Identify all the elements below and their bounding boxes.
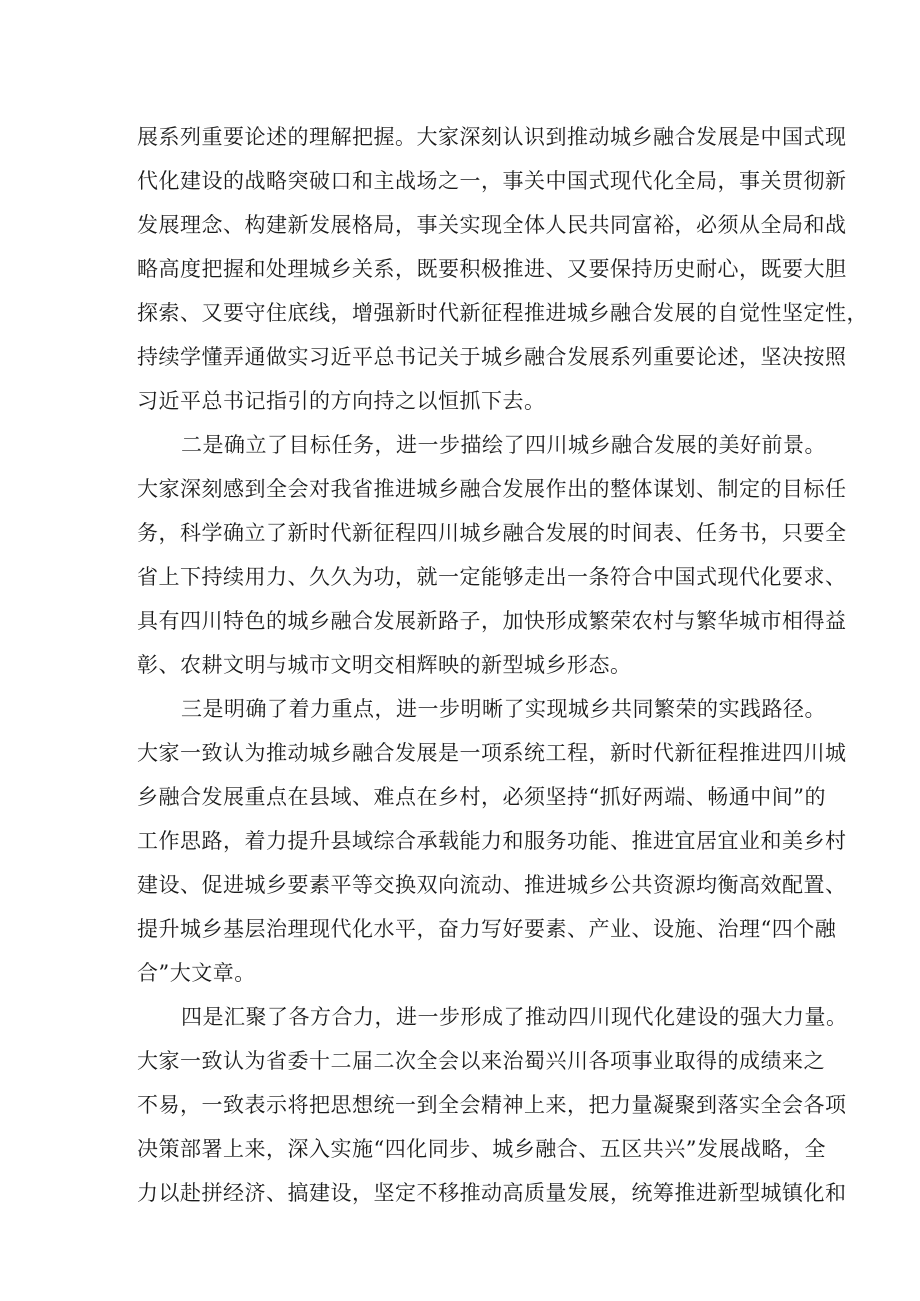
text-line: 具有四川特色的城乡融合发展新路子，加快形成繁荣农村与繁华城市相得益 (137, 609, 847, 633)
paragraph (137, 115, 868, 423)
text-line: 合”大文章。 (137, 961, 256, 985)
text-line: 大家一致认为省委十二届二次全会以来治蜀兴川各项事业取得的成绩来之 (137, 1049, 825, 1073)
text-line: 大家一致认为推动城乡融合发展是一项系统工程，新时代新征程推进四川城 (137, 741, 847, 765)
text-line: 四是汇聚了各方合力，进一步形成了推动四川现代化建设的强大力量。 (181, 1005, 848, 1029)
text-line: 建设、促进城乡要素平等交换双向流动、推进城乡公共资源均衡高效配置、 (137, 873, 847, 897)
paragraph (137, 423, 847, 687)
text-line: 彰、农耕文明与城市文明交相辉映的新型城乡形态。 (137, 653, 632, 677)
text-line: 力以赴拼经济、搞建设，坚定不移推动高质量发展，统筹推进新型城镇化和 (137, 1181, 847, 1205)
text-line: 不易，一致表示将把思想统一到全会精神上来，把力量凝聚到落实全会各项 (137, 1093, 847, 1117)
document-body (137, 115, 868, 1215)
text-line: 略高度把握和处理城乡关系，既要积极推进、又要保持历史耐心，既要大胆 (137, 257, 847, 281)
text-line: 持续学懂弄通做实习近平总书记关于城乡融合发展系列重要论述，坚决按照 (137, 345, 847, 369)
text-line: 提升城乡基层治理现代化水平，奋力写好要素、产业、设施、治理“四个融 (137, 917, 837, 941)
text-line: 展系列重要论述的理解把握。大家深刻认识到推动城乡融合发展是中国式现 (137, 125, 847, 149)
text-line: 省上下持续用力、久久为功，就一定能够走出一条符合中国式现代化要求、 (137, 565, 847, 589)
text-line: 决策部署上来，深入实施“四化同步、城乡融合、五区共兴”发展战略，全 (137, 1137, 826, 1161)
text-line: 代化建设的战略突破口和主战场之一，事关中国式现代化全局，事关贯彻新 (137, 169, 847, 193)
text-line: 务，科学确立了新时代新征程四川城乡融合发展的时间表、任务书，只要全 (137, 521, 847, 545)
text-line: 工作思路，着力提升县域综合承载能力和服务功能、推进宜居宜业和美乡村 (137, 829, 847, 853)
text-line: 发展理念、构建新发展格局，事关实现全体人民共同富裕，必须从全局和战 (137, 213, 847, 237)
text-line: 习近平总书记指引的方向持之以恒抓下去。 (137, 389, 546, 413)
text-line: 探索、又要守住底线，增强新时代新征程推进城乡融合发展的自觉性坚定性， (137, 301, 868, 325)
paragraph (137, 687, 847, 995)
text-line: 三是明确了着力重点，进一步明晰了实现城乡共同繁荣的实践路径。 (181, 697, 826, 721)
text-line: 乡融合发展重点在县域、难点在乡村，必须坚持“抓好两端、畅通中间”的 (137, 785, 826, 809)
text-line: 二是确立了目标任务，进一步描绘了四川城乡融合发展的美好前景。 (181, 433, 826, 457)
text-line: 大家深刻感到全会对我省推进城乡融合发展作出的整体谋划、制定的目标任 (137, 477, 847, 501)
paragraph (137, 995, 848, 1215)
